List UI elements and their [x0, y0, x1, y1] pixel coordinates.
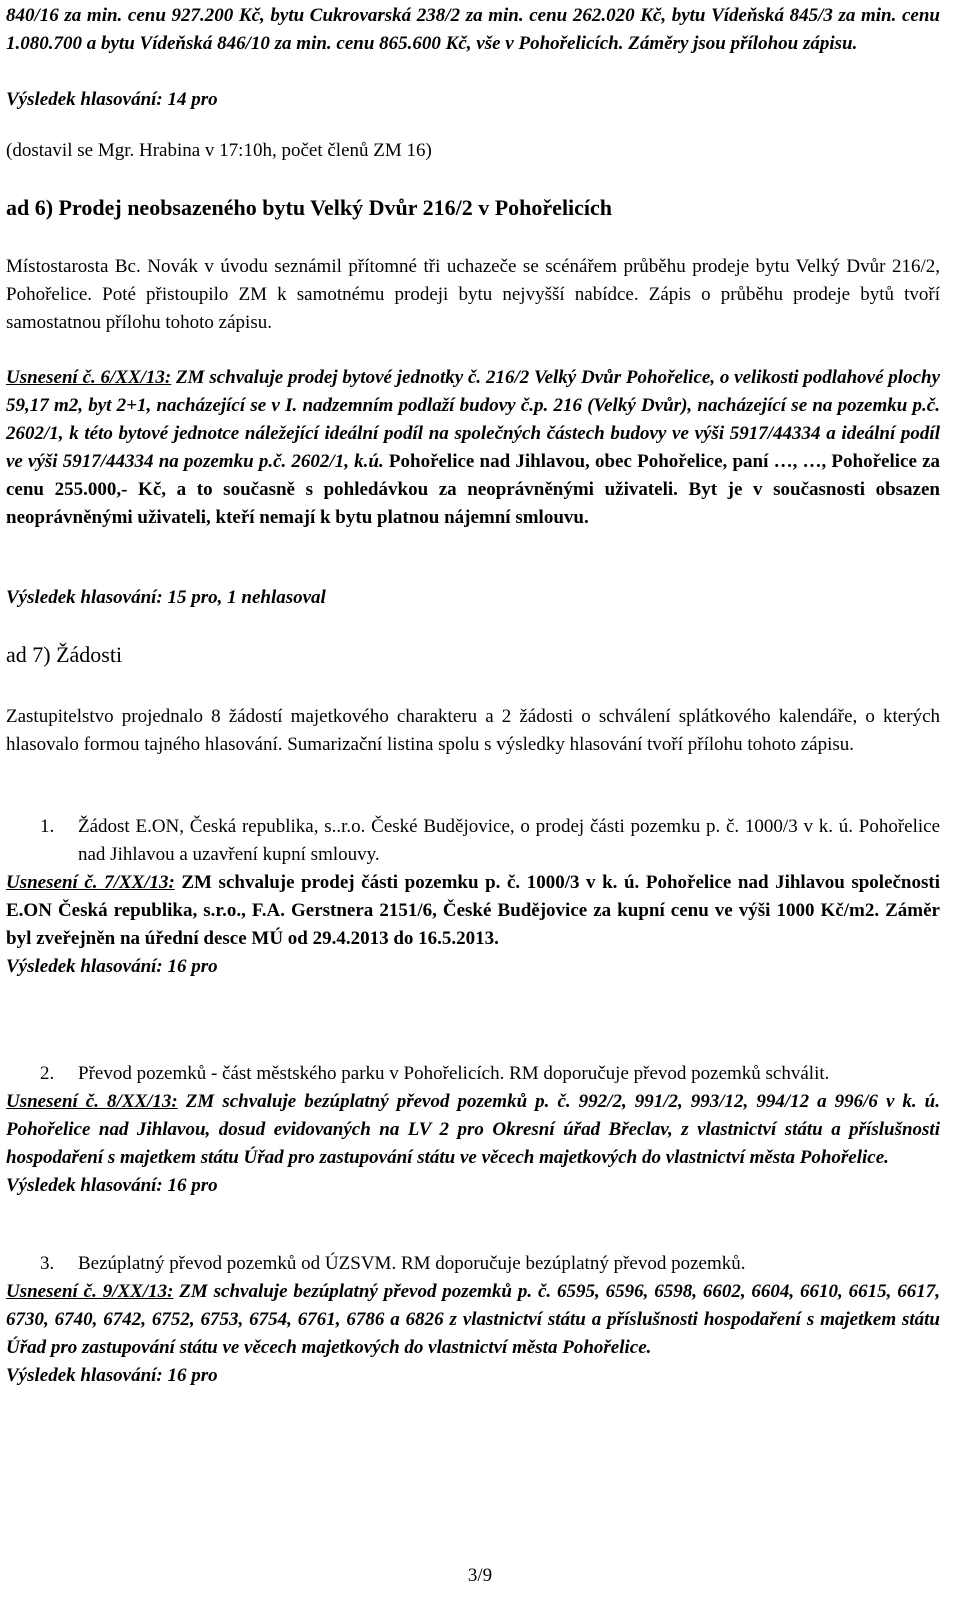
list-item-2-body: Převod pozemků - část městského parku v Pohořelicích. RM doporučuje převod pozemků schválit.: [78, 1063, 830, 1084]
list-item-3-text: [6, 1250, 940, 1278]
resolution-8-label: Usnesení č. 8/XX/13:: [6, 1091, 178, 1112]
resolution-9-result: Výsledek hlasování: 16 pro: [6, 1365, 218, 1386]
section-7-heading: ad 7) Žádosti: [6, 642, 123, 667]
list-item-2: [6, 1060, 940, 1200]
resolution-9-text: ZM schvaluje bezúplatný převod pozemků p. č. 6595, 6596, 6598, 6602, 6604, 6610, 6615, 6617, 6730, 6740, 6742, 6752, 6753, 6754, 6761, 6786 a 6826 z vlastnictví státu a příslušnosti hospodaření s majetkem státu Úřad pro zastupování státu ve věcech majetkových do vlastnictví města Pohořelice.: [6, 1281, 941, 1358]
list-item-1-text: [6, 813, 940, 869]
resolution-6-bold: Pohořelice nad Jihlavou, obec Pohořelice, paní …, …, Pohořelice za cenu 255.000,- Kč, a to současně s pohledávkou za neoprávněnými uživateli. Byt je v současnosti obsazen neoprávněnými uživateli, kteří nemají k bytu platnou nájemní smlouvu.: [6, 451, 941, 528]
section-6-paragraph: Místostarosta Bc. Novák v úvodu seznámil přítomné tři uchazeče se scénářem průběhu prodeje bytu Velký Dvůr 216/2, Pohořelice. Poté přistoupilo ZM k samotnému prodeji bytu nejvyšší nabídce. Zápis o průběhu prodeje bytů tvoří samostatnou přílohu tohoto zápisu.: [6, 256, 940, 333]
intro-paragraph: 840/16 za min. cenu 927.200 Kč, bytu Cukrovarská 238/2 za min. cenu 262.020 Kč, bytu Vídeňská 845/3 za min. cenu 1.080.700 a bytu Vídeňská 846/10 za min. cenu 865.600 Kč, vše v Pohořelicích. Záměry jsou přílohou zápisu.: [6, 5, 940, 54]
list-item-1-number: 1.: [40, 816, 55, 837]
list-item-1: [6, 813, 940, 981]
list-item-1-body: Žádost E.ON, Česká republika, s..r.o. České Budějovice, o prodej části pozemku p. č. 1000/3 v k. ú. Pohořelice nad Jihlavou a uzavření kupní smlouvy.: [78, 816, 940, 865]
resolution-9-label: Usnesení č. 9/XX/13:: [6, 1281, 174, 1302]
intro-result: Výsledek hlasování: 14 pro: [6, 89, 218, 110]
resolution-7-label: Usnesení č. 7/XX/13:: [6, 872, 175, 893]
resolution-6-text: ZM schvaluje prodej bytové jednotky č. 216/2 Velký Dvůr Pohořelice, o velikosti podlahové plochy 59,17 m2, byt 2+1, nacházející se v I. nadzemním podlaží budovy č.p. 216 (Velký Dvůr), nacházející se na pozemku p.č. 2602/1, k této bytové jednotce náležející ideální podíl na společných částech budovy ve výši 5917/44334 a ideální podíl ve výši 5917/44334 na pozemku p.č. 2602/1, k.ú.: [6, 367, 940, 472]
resolution-8-text: ZM schvaluje bezúplatný převod pozemků p. č. 992/2, 991/2, 993/12, 994/12 a 996/6 v k. ú. Pohořelice nad Jihlavou, dosud evidovaných na LV 2 pro Okresní úřad Břeclav, z vlastnictví státu a příslušnosti hospodaření s majetkem státu Úřad pro zastupování státu ve věcech majetkových do vlastnictví města Pohořelice.: [6, 1091, 941, 1168]
resolution-6-label: Usnesení č. 6/XX/13:: [6, 367, 172, 388]
list-item-2-text: [6, 1060, 940, 1088]
list-item-3: [6, 1250, 940, 1390]
resolution-6: [6, 364, 940, 532]
list-item-3-body: Bezúplatný převod pozemků od ÚZSVM. RM doporučuje bezúplatný převod pozemků.: [78, 1253, 746, 1274]
section-7-paragraph: Zastupitelstvo projednalo 8 žádostí majetkového charakteru a 2 žádosti o schválení splátkového kalendáře, o kterých hlasovalo formou tajného hlasování. Sumarizační listina spolu s výsledky hlasování tvoří přílohu tohoto zápisu.: [6, 706, 940, 755]
list-item-3-number: 3.: [40, 1253, 55, 1274]
resolution-9: [6, 1278, 940, 1362]
resolution-7-result: Výsledek hlasování: 16 pro: [6, 956, 218, 977]
resolution-7: [6, 869, 940, 953]
intro-note: (dostavil se Mgr. Hrabina v 17:10h, počet členů ZM 16): [6, 140, 432, 161]
list-item-2-number: 2.: [40, 1063, 55, 1084]
section-6-heading: ad 6) Prodej neobsazeného bytu Velký Dvůr 216/2 v Pohořelicích: [6, 195, 613, 220]
page-number: 3/9: [467, 1565, 493, 1586]
resolution-8: [6, 1088, 940, 1172]
resolution-7-text: ZM schvaluje prodej části pozemku p. č. 1000/3 v k. ú. Pohořelice nad Jihlavou společnosti E.ON Česká republika, s.r.o., F.A. Gerstnera 2151/6, České Budějovice za kupní cenu ve výši 1000 Kč/m2. Záměr byl zveřejněn na úřední desce MÚ od 29.4.2013 do 16.5.2013.: [6, 872, 941, 949]
section-6-result: Výsledek hlasování: 15 pro, 1 nehlasoval: [6, 587, 326, 608]
resolution-8-result: Výsledek hlasování: 16 pro: [6, 1175, 218, 1196]
